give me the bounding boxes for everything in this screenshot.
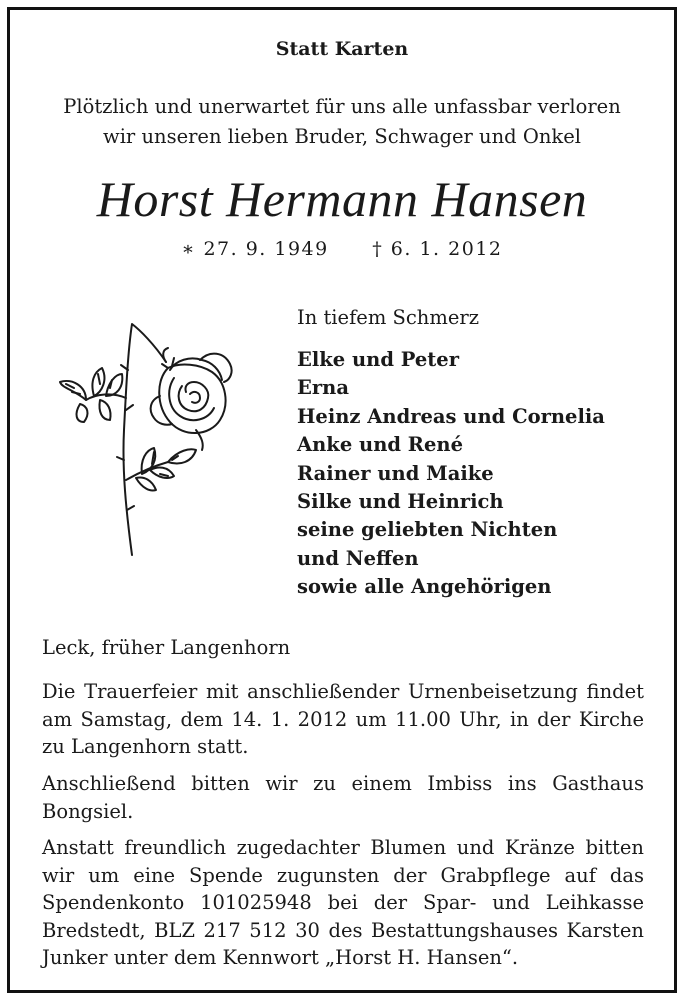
intro-line-2: wir unseren lieben Bruder, Schwager und Onkel [103,125,581,148]
obituary-notice [7,7,677,993]
mourning-line: In tiefem Schmerz [297,306,479,329]
mourner: Silke und Heinrich [297,490,504,514]
mourner: sowie alle Angehörigen [297,575,552,599]
rose-icon [50,310,240,560]
deceased-name: Horst Hermann Hansen [96,171,588,227]
notice-heading: Statt Karten [275,38,409,60]
mourner: Elke und Peter [297,348,459,371]
intro-line-1: Plötzlich und unerwartet für uns alle unfassbar verloren [63,95,621,118]
birth-date: ∗ 27. 9. 1949 [181,238,329,260]
life-dates [10,238,674,260]
mourner: und Neffen [297,546,419,570]
death-date: † 6. 1. 2012 [372,238,503,260]
mourner: Erna [297,376,349,400]
mourner: Anke und René [297,433,463,457]
mourners-list [297,346,605,602]
reception-details: Anschließend bitten wir zu einem Imbiss ins Gasthaus Bongsiel. [42,772,644,823]
mourner: seine geliebten Nichten [297,518,558,542]
place-line: Leck, früher Langenhorn [42,636,291,659]
funeral-details: Die Trauerfeier mit anschließender Urnenbeisetzung findet am Samstag, dem 14. 1. 2012 um 11.00 Uhr, in der Kirche zu Langenhorn statt. [42,680,644,758]
intro-text [10,92,674,152]
mourner: Rainer und Maike [297,461,494,485]
donation-details: Anstatt freundlich zugedachter Blumen und Kränze bitten wir um eine Spende zugunsten der Grabpflege auf das Spendenkonto 101025948 bei der Spar- und Leihkasse Bredstedt, BLZ 217 512 30 des Bestattungshauses Karsten Junker unter dem Kennwort „Horst H. Hansen“. [42,836,644,969]
mourner: Heinz Andreas und Cornelia [297,404,605,428]
